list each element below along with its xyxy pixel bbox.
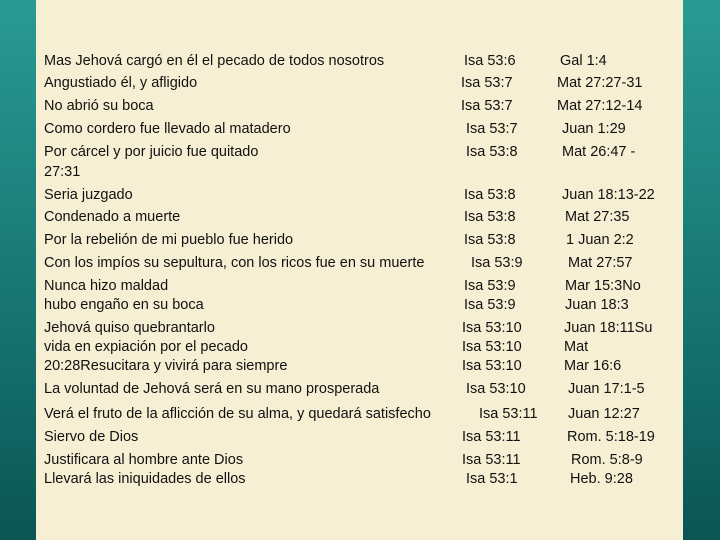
prophecy-text: Nunca hizo maldad bbox=[44, 278, 169, 294]
fulfillment-reference: Mat 27:12-14 bbox=[557, 98, 643, 114]
prophecy-text: Mas Jehová cargó en él el pecado de todos nosotros bbox=[44, 53, 385, 69]
isaiah-reference: Isa 53:8 bbox=[464, 232, 516, 248]
prophecy-text: Verá el fruto de la aflicción de su alma, y quedará satisfecho bbox=[44, 406, 431, 422]
fulfillment-reference: 1 Juan 2:2 bbox=[566, 232, 634, 248]
fulfillment-reference: Rom. 5:18-19 bbox=[567, 429, 655, 445]
prophecy-text: Siervo de Dios bbox=[44, 429, 139, 445]
prophecy-text: vida en expiación por el pecado bbox=[44, 339, 248, 355]
prophecy-text: Seria juzgado bbox=[44, 187, 133, 203]
fulfillment-reference: Mat 27:35 bbox=[565, 209, 630, 225]
isaiah-reference: Isa 53:8 bbox=[464, 187, 516, 203]
isaiah-reference: Isa 53:8 bbox=[466, 144, 518, 160]
fulfillment-reference: Juan 17:1-5 bbox=[568, 381, 645, 397]
prophecy-text: La voluntad de Jehová será en su mano prosperada bbox=[44, 381, 380, 397]
fulfillment-reference: Mat 27:57 bbox=[568, 255, 633, 271]
fulfillment-reference: Mat 26:47 - bbox=[562, 144, 636, 160]
prophecy-text: Como cordero fue llevado al matadero bbox=[44, 121, 291, 137]
fulfillment-reference: Juan 18:3 bbox=[565, 297, 629, 313]
isaiah-reference: Isa 53:9 bbox=[464, 278, 516, 294]
isaiah-reference: Isa 53:9 bbox=[471, 255, 523, 271]
fulfillment-reference: Mar 15:3No bbox=[565, 278, 641, 294]
fulfillment-reference: Mat bbox=[564, 339, 589, 355]
isaiah-reference: Isa 53:8 bbox=[464, 209, 516, 225]
isaiah-reference: Isa 53:1 bbox=[466, 471, 518, 487]
fulfillment-reference: Juan 1:29 bbox=[562, 121, 626, 137]
prophecy-text: Justificara al hombre ante Dios bbox=[44, 452, 244, 468]
isaiah-reference: Isa 53:11 bbox=[479, 406, 538, 422]
prophecy-text: Con los impíos su sepultura, con los ricos fue en su muerte bbox=[44, 255, 425, 271]
prophecy-text: 27:31 bbox=[44, 164, 81, 180]
fulfillment-reference: Heb. 9:28 bbox=[570, 471, 633, 487]
right-teal-border bbox=[683, 0, 720, 540]
fulfillment-reference: Gal 1:4 bbox=[560, 53, 607, 69]
isaiah-reference: Isa 53:11 bbox=[462, 452, 521, 468]
isaiah-reference: Isa 53:10 bbox=[462, 320, 522, 336]
fulfillment-reference: Juan 12:27 bbox=[568, 406, 640, 422]
isaiah-reference: Isa 53:11 bbox=[462, 429, 521, 445]
isaiah-reference: Isa 53:7 bbox=[461, 75, 513, 91]
prophecy-text: Por la rebelión de mi pueblo fue herido bbox=[44, 232, 294, 248]
prophecy-text: hubo engaño en su boca bbox=[44, 297, 204, 313]
prophecy-text: Jehová quiso quebrantarlo bbox=[44, 320, 215, 336]
prophecy-text: Angustiado él, y afligido bbox=[44, 75, 198, 91]
prophecy-text: Condenado a muerte bbox=[44, 209, 181, 225]
fulfillment-reference: Juan 18:11Su bbox=[564, 320, 653, 336]
isaiah-reference: Isa 53:7 bbox=[466, 121, 518, 137]
isaiah-reference: Isa 53:9 bbox=[464, 297, 516, 313]
isaiah-reference: Isa 53:7 bbox=[461, 98, 513, 114]
fulfillment-reference: Mar 16:6 bbox=[564, 358, 622, 374]
fulfillment-reference: Juan 18:13-22 bbox=[562, 187, 655, 203]
fulfillment-reference: Rom. 5:8-9 bbox=[571, 452, 643, 468]
isaiah-reference: Isa 53:6 bbox=[464, 53, 516, 69]
fulfillment-reference: Mat 27:27-31 bbox=[557, 75, 643, 91]
prophecy-text: 20:28Resucitara y vivirá para siempre bbox=[44, 358, 288, 374]
prophecy-text: No abrió su boca bbox=[44, 98, 154, 114]
prophecy-text: Por cárcel y por juicio fue quitado bbox=[44, 144, 259, 160]
left-teal-border bbox=[0, 0, 36, 540]
isaiah-reference: Isa 53:10 bbox=[466, 381, 526, 397]
isaiah-reference: Isa 53:10 bbox=[462, 339, 522, 355]
prophecy-text: Llevará las iniquidades de ellos bbox=[44, 471, 246, 487]
isaiah-reference: Isa 53:10 bbox=[462, 358, 522, 374]
